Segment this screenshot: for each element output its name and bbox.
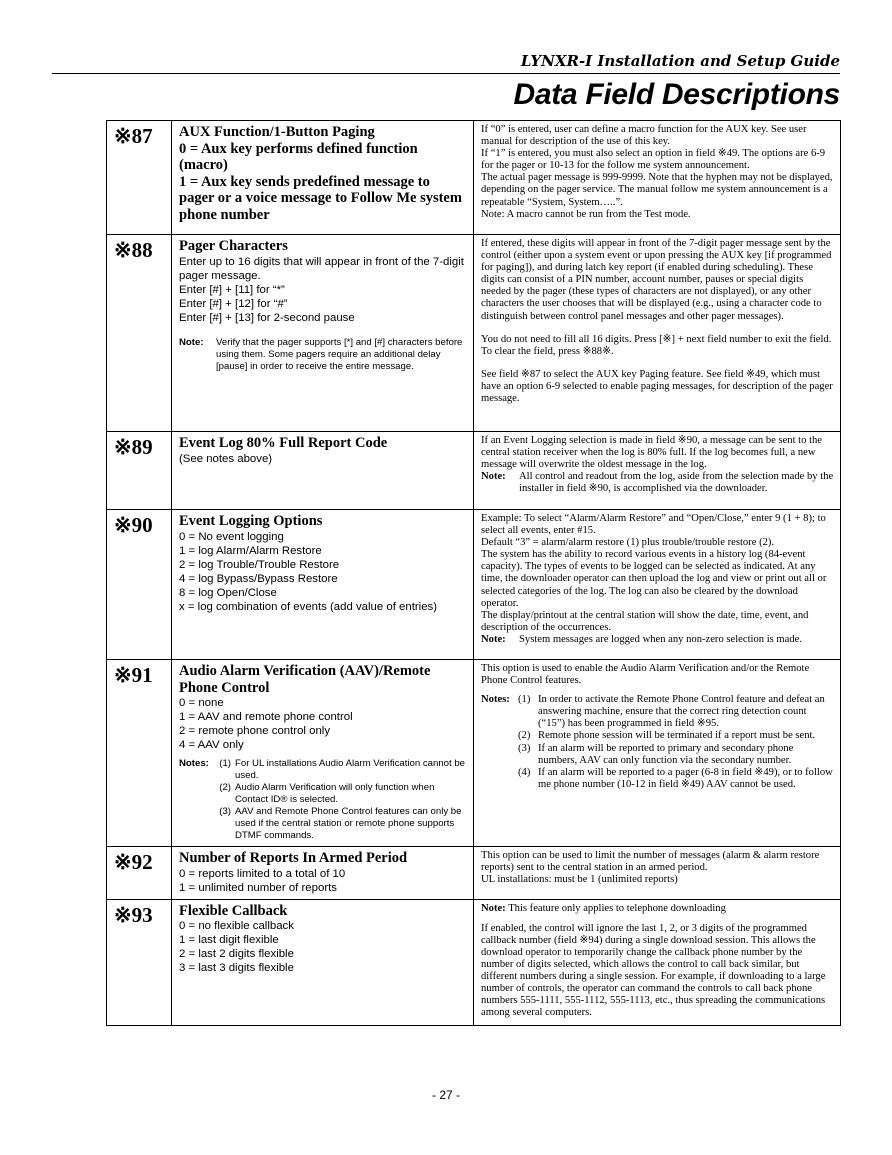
field-number: ※92 [107,847,172,900]
field-description [172,235,474,432]
field-description [172,847,474,900]
section-title: Data Field Descriptions [513,78,840,111]
field-option: Enter [#] + [12] for “#” [179,297,288,310]
field-row-87 [107,121,841,235]
note-number: (4) [518,766,531,778]
field-option: (See notes above) [179,452,273,465]
field-option: 8 = log Open/Close [179,586,277,599]
note-text: AAV and Remote Phone Control features can only be used if the central station or remote phone supports DTMF commands. [235,806,462,841]
field-option: Enter [#] + [11] for “*” [179,283,285,296]
note-text: All control and readout from the log, aside from the selection made by the installer in field ※90, is accomplished via the downloader. [519,471,834,495]
field-description [172,510,474,660]
field-notes [474,847,841,900]
guide-title: LYNXR-I Installation and Setup Guide [520,52,840,70]
field-option: Enter up to 16 digits that will appear in front of the 7-digit pager message. [179,255,464,282]
field-option: 3 = last 3 digits flexible [179,962,294,974]
field-description [172,660,474,847]
note-text: This feature only applies to telephone downloading [508,902,726,914]
field-description [172,121,474,235]
field-option: 4 = AAV only [179,739,244,751]
note-number: (1) [219,758,231,769]
field-option: 0 = none [179,697,224,709]
note-paragraph: This option is used to enable the Audio Alarm Verification and/or the Remote Phone Control features. [481,663,810,687]
note-number: (2) [219,782,231,793]
field-number: ※90 [107,510,172,660]
field-row-92 [107,847,841,900]
note-label: Note: [481,471,506,483]
field-row-90 [107,510,841,660]
note-label: Note: [481,633,506,645]
field-title: Event Log 80% Full Report Code [179,435,388,451]
field-title: Number of Reports In Armed Period [179,850,408,866]
field-option: x = log combination of events (add value of entries) [179,600,438,613]
note-paragraph: If entered, these digits will appear in front of the 7-digit pager message sent by the control (either upon a system event or upon pressing the AUX key [if programmed for paging]), and during latch key report (if enabled during scheduling). These digits can consist of a PIN number, account number, pauses or special digits needed by the pager (these types of characters are not displayed), or any other characters the user chooses that will be displayed (e.g., using a character code to distinguish between control panel messages and other pager messages). [481,238,832,322]
field-notes [474,121,841,235]
field-row-89 [107,432,841,510]
note-text: If an alarm will be reported to a pager (6-8 in field ※49), or to follow me phone number (10-12 in field ※49) AAV cannot be used. [538,766,833,790]
note-text: Remote phone session will be terminated if a report must be sent. [538,730,816,742]
note-text: Audio Alarm Verification will only function when Contact ID® is selected. [235,782,435,805]
field-number: ※91 [107,660,172,847]
note-paragraph: This option can be used to limit the number of messages (alarm & alarm restore reports) sent to the central station in an armed period. [481,850,820,874]
field-option: 0 = No event logging [179,530,284,543]
notes-label: Notes: [179,758,209,769]
note-paragraph: If enabled, the control will ignore the last 1, 2, or 3 digits of the programmed callback number (field ※94) during a single download session. This allows the download operator to temporarily change the callback phone number by the number of digits selected, which allows the control to call back similar, but different numbers during a single session. For example, if downloading to a large number of controls, the operator can command the controls to call back phone numbers 555-1111, 555-1112, 555-1113, etc., thus spreading the communications among several computers. [481,922,826,1019]
field-option: 2 = log Trouble/Trouble Restore [179,558,340,571]
field-notes [474,432,841,510]
field-notes [474,235,841,432]
field-option: 1 = last digit flexible [179,934,279,946]
note-paragraph: The system has the ability to record various events in a history log (84-event capacity). The types of events to be logged can be selected as indicated. At any time, the downloader operator can then upload the log and view or print out all or selected categories of the log. The log can also be cleared by the download operator. [481,549,827,609]
note-text: Verify that the pager supports [*] and [#] characters before using them. Some pagers require an additional delay [pause] in order to receive the entire message. [216,336,463,372]
field-title: Flexible Callback [179,902,288,919]
field-title: Audio Alarm Verification (AAV)/Remote Phone Control [179,663,431,696]
note-label: Note: [179,336,204,348]
field-number: ※87 [107,121,172,235]
field-notes [474,899,841,1025]
note-label: Note: [481,902,506,914]
note-paragraph: Example: To select “Alarm/Alarm Restore” and “Open/Close,” enter 9 (1 + 8); to select all events, enter #15. [481,513,826,537]
field-title: Pager Characters [179,238,288,254]
field-option: 1 = Aux key sends predefined message to pager or a voice message to Follow Me system phone number [179,173,462,223]
note-paragraph: See field ※87 to select the AUX key Paging feature. See field ※49, which must have an option 6-9 selected to enable paging messages, for description of the pager message. [481,368,833,405]
note-paragraph: If an Event Logging selection is made in field ※90, a message can be sent to the central station receiver when the log is 80% full. If the log becomes full, a new message will overwrite the oldest message in the log. [481,435,823,471]
field-option: Enter [#] + [13] for 2-second pause [179,311,355,324]
data-field-table [106,120,841,1026]
note-paragraph: The actual pager message is 999-9999. Note that the hyphen may not be displayed, depending on the pager service. The manual follow me system announcement is a repeatable “System, System…..”. [481,172,833,208]
field-description [172,899,474,1025]
field-row-91 [107,660,841,847]
field-title: AUX Function/1-Button Paging [179,124,375,140]
field-notes [474,510,841,660]
page-number: - 27 - [431,1088,460,1102]
notes-label: Notes: [481,694,510,706]
note-text: System messages are logged when any non-zero selection is made. [519,633,803,645]
note-paragraph: Note: A macro cannot be run from the Test mode. [481,208,691,220]
field-option: 2 = last 2 digits flexible [179,948,294,960]
field-notes-list [179,758,467,842]
header-rule [52,73,840,74]
field-option: 1 = unlimited number of reports [179,881,337,894]
field-option: 2 = remote phone control only [179,725,331,737]
note-paragraph: If “0” is entered, user can define a macro function for the AUX key. See user manual for description of the use of this key. [481,124,807,148]
note-number: (3) [518,742,531,754]
field-option: 0 = reports limited to a total of 10 [179,867,346,880]
field-number: ※88 [107,235,172,432]
field-option: 0 = Aux key performs defined function (macro) [179,140,418,173]
field-number: ※93 [107,899,172,1025]
field-row-88 [107,235,841,432]
note-paragraph: If “1” is entered, you must also select an option in field ※49. The options are 6-9 for the pager or 10-13 for the follow me system announcement. [481,148,826,172]
field-number: ※89 [107,432,172,510]
note-text: For UL installations Audio Alarm Verification cannot be used. [235,758,466,781]
field-title: Event Logging Options [179,513,323,529]
note-paragraph: The display/printout at the central station will show the date, time, event, and description of the occurrences. [481,609,809,633]
note-number: (1) [518,694,531,706]
note-paragraph: Default “3” = alarm/alarm restore (1) plus trouble/trouble restore (2). [481,537,775,549]
note-paragraph: UL installations: must be 1 (unlimited reports) [481,874,678,886]
note-text: In order to activate the Remote Phone Control feature and defeat an answering machine, ensure that the correct ring detection count (“15”) has been programmed in field ※95. [538,694,825,730]
field-option: 0 = no flexible callback [179,920,294,932]
field-option: 1 = AAV and remote phone control [179,711,353,723]
note-number: (2) [518,730,531,742]
field-option: 4 = log Bypass/Bypass Restore [179,572,338,585]
field-notes [474,660,841,847]
note-number: (3) [219,806,231,817]
note-text: If an alarm will be reported to primary and secondary phone numbers, AAV can only function via the secondary number. [538,742,794,766]
field-row-93 [107,899,841,1025]
note-paragraph: You do not need to fill all 16 digits. Press [※] + next field number to exit the field. To clear the field, press ※88※. [481,333,832,357]
field-description [172,432,474,510]
field-option: 1 = log Alarm/Alarm Restore [179,544,322,557]
